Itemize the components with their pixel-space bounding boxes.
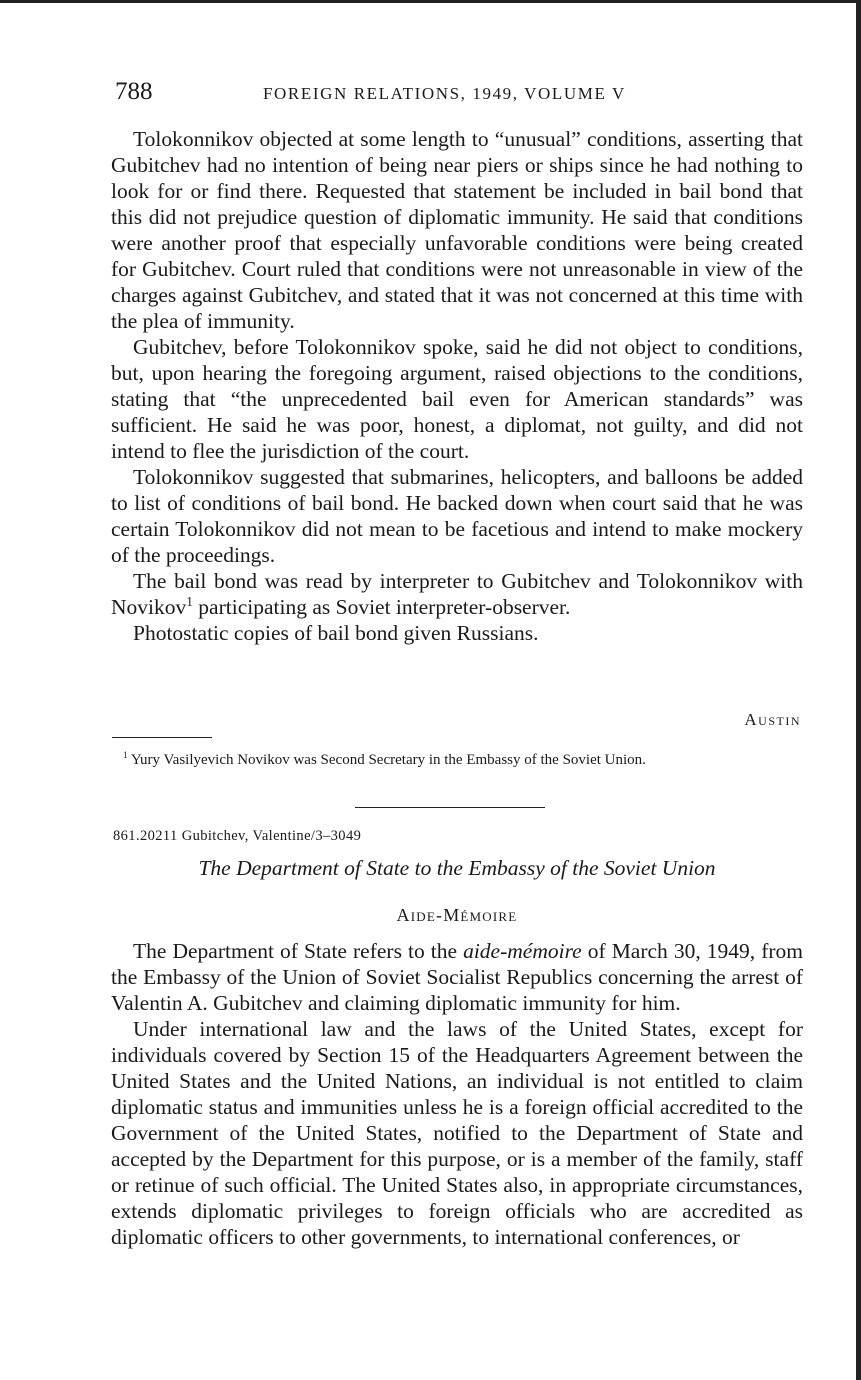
footnote-mark: 1: [123, 751, 128, 761]
paragraph-text: participating as Soviet interpreter-observer.: [192, 595, 571, 619]
paragraph: Tolokonnikov objected at some length to “unusual” conditions, asserting that Gubitchev had no intention of being near piers or ships since he had nothing to look for or find there. Requested that statement be included in bail bond that this did not prejudice question of diplomatic immunity. He said that conditions were another proof that especially unfavorable conditions were being created for Gubitchev. Court ruled that conditions were not unreasonable in view of the charges against Gubitchev, and stated that it was not concerned at this time with the plea of immunity.: [111, 127, 803, 333]
document-title: The Department of State to the Embassy of the Soviet Union: [198, 856, 716, 880]
document-subtitle: Aide-Mémoire: [396, 905, 518, 925]
paragraph: Under international law and the laws of the United States, except for individuals covered by Section 15 of the Headquarters Agreement between the United States and the United Nations, an individual is not entitled to claim diplomatic status and immunities unless he is a foreign official accredited to the Government of the United States, notified to the Department of State and accepted by the Department for this purpose, or is a member of the family, staff or retinue of such official. The United States also, in appropriate circumstances, extends diplomatic privileges to foreign officials who are accredited as diplomatic officers to other governments, to international conferences, or: [111, 1017, 803, 1249]
page-top-edge: [0, 0, 861, 3]
telegram-body: [111, 126, 803, 646]
paragraph-bail-bond: [111, 568, 803, 620]
running-title: FOREIGN RELATIONS, 1949, VOLUME V: [263, 84, 626, 103]
signature: Austin: [744, 710, 801, 729]
section-divider: [355, 807, 545, 808]
footnote: [111, 751, 801, 769]
paragraph: Tolokonnikov suggested that submarines, helicopters, and balloons be added to list of conditions of bail bond. He backed down when court said that he was certain Tolokonnikov did not mean to be facetious and intend to make mockery of the proceedings.: [111, 465, 803, 567]
paragraph-text: of March 30, 1949, from the Embassy of the Union of Soviet Socialist Republics concerning the arrest of Valentin A. Gubitchev and claiming diplomatic immunity for him.: [111, 939, 803, 1015]
running-head: [113, 78, 805, 108]
page-number: 788: [115, 78, 153, 105]
aide-memoire-body: [111, 938, 803, 1250]
page-right-edge: [856, 0, 861, 1380]
paragraph-text: The Department of State refers to the: [133, 939, 464, 963]
footnote-text: Yury Vasilyevich Novikov was Second Secretary in the Embassy of the Soviet Union.: [127, 752, 646, 768]
file-reference: 861.20211 Gubitchev, Valentine/3–3049: [113, 828, 362, 844]
paragraph: [111, 938, 803, 1016]
footnote-divider: [112, 737, 212, 738]
italic-term: aide-mémoire: [463, 939, 582, 963]
footnote-reference: 1: [186, 593, 193, 609]
paragraph-text: The bail bond was read by interpreter to Gubitchev and Tolokonnikov with Novikov: [111, 569, 803, 619]
paragraph: Photostatic copies of bail bond given Russians.: [133, 621, 539, 645]
paragraph: Gubitchev, before Tolokonnikov spoke, said he did not object to conditions, but, upon hearing the foregoing argument, raised objections to the conditions, stating that “the unprecedented bail even for American standards” was sufficient. He said he was poor, honest, a diplomat, not guilty, and did not intend to flee the jurisdiction of the court.: [111, 335, 803, 463]
